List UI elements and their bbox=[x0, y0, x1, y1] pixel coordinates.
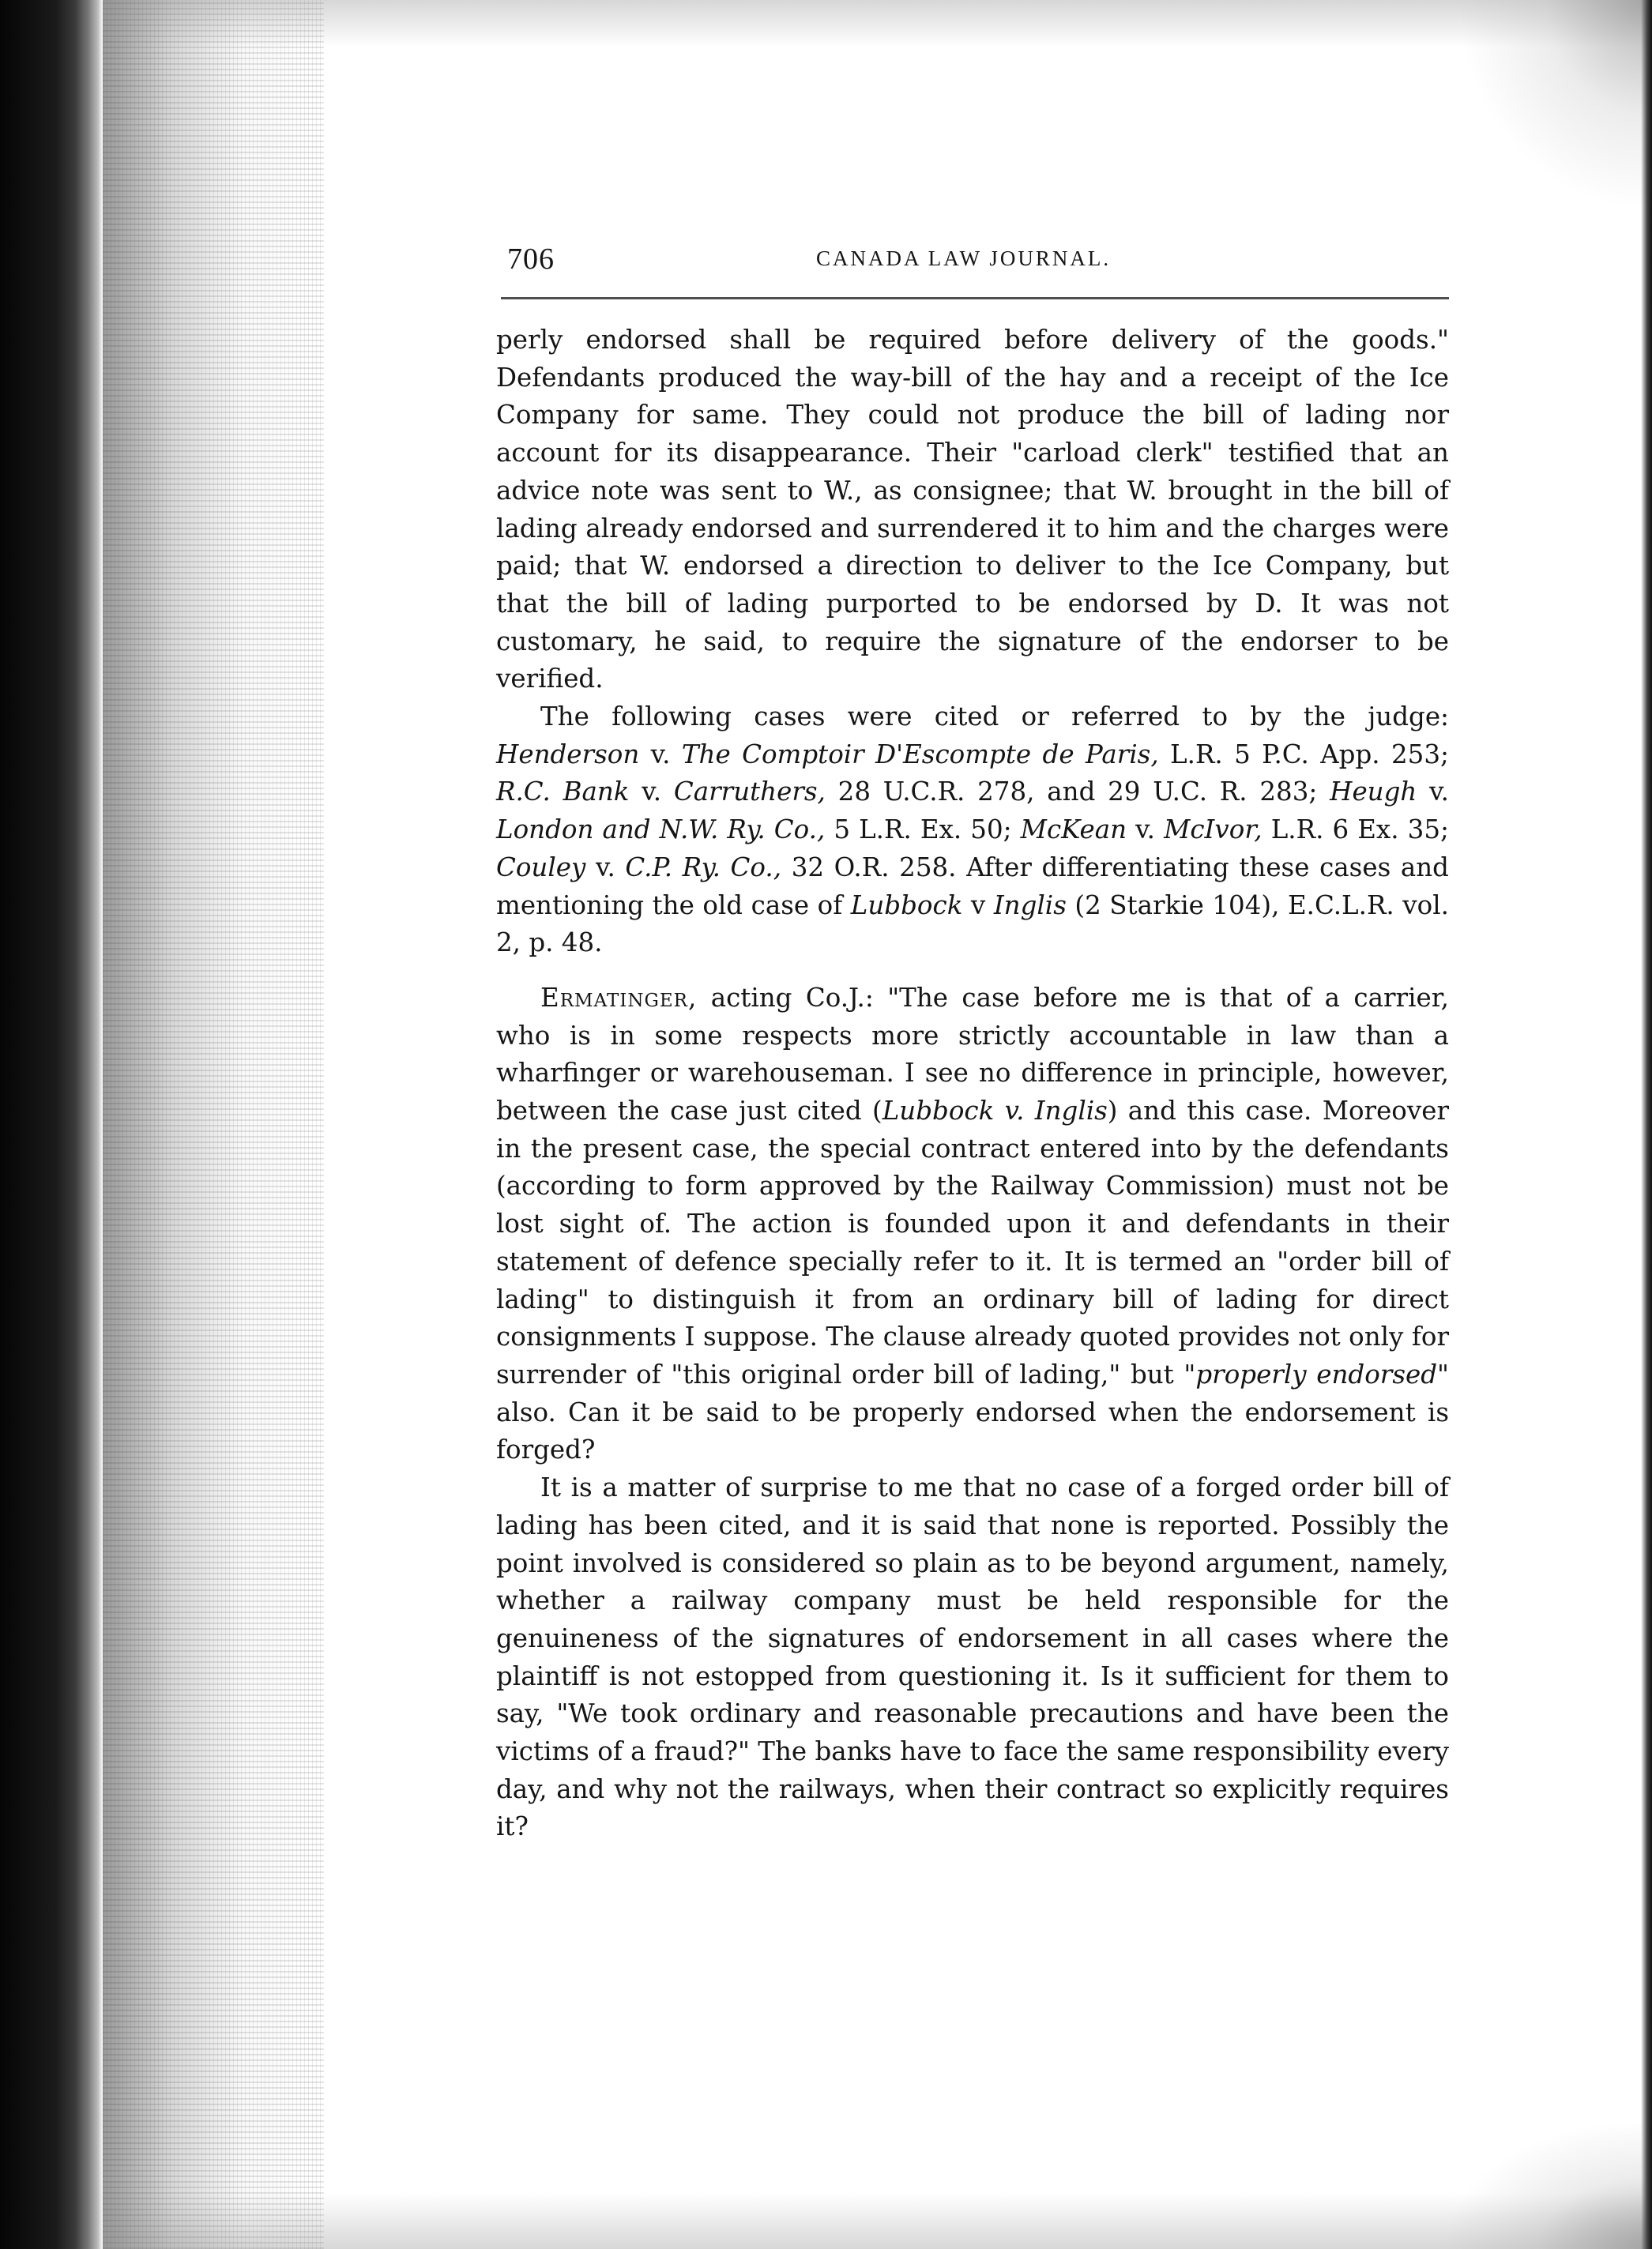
case-3-party-a: Heugh bbox=[1330, 777, 1417, 807]
judgment-italic-phrase: properly endorsed bbox=[1195, 1359, 1438, 1390]
case-4-citation: L.R. 6 Ex. 35; bbox=[1270, 814, 1449, 845]
page-number: 706 bbox=[507, 243, 555, 276]
book-gutter-shadow bbox=[0, 0, 103, 2249]
case-6-versus: v bbox=[970, 889, 986, 920]
case-4-party-b: McIvor, bbox=[1164, 814, 1263, 845]
case-4-versus: v. bbox=[1135, 814, 1156, 845]
paragraph-1: perly endorsed shall be required before delivery of the goods." Defendants produced the way-bill of the hay and a receipt of the Ice Company for same. They could not produce the bill of lading nor account for its disappearance. Their "carload clerk" testified that an advice note was sent to W., as consignee; that W. brought in the bill of lading already endorsed and surrendered it to him and the charges were paid; that W. endorsed a direction to deliver to the Ice Company, but that the bill of lading purported to be endorsed by D. It was not customary, he said, to require the signature of the endorser to be verified. bbox=[496, 325, 1449, 694]
paragraph-2 bbox=[496, 698, 1449, 962]
paragraph-4: It is a matter of surprise to me that no case of a forged order bill of lading has been cited, and it is said that none is reported. Possibly the point involved is considered so plain as to be beyond argument, namely, whether a railway company must be held responsible for the genuineness of the signatures of endorsement in all cases where the plaintiff is not estopped from questioning it. Is it sufficient for them to say, "We took ordinary and reasonable precautions and have been the victims of a fraud?" The banks have to face the same responsibility every day, and why not the railways, when their contract so explicitly requires it? bbox=[496, 1472, 1449, 1842]
case-6-party-a: Lubbock bbox=[850, 889, 963, 920]
case-4-party-a: McKean bbox=[1020, 814, 1127, 845]
body-text bbox=[496, 322, 1449, 1846]
judge-name: Ermatinger, bbox=[540, 982, 698, 1013]
case-5-party-a: Couley bbox=[496, 852, 586, 882]
judgment-text-3: " also. Can it be said to be properly endorsed when the endorsement is forged? bbox=[496, 1359, 1449, 1465]
case-5-versus: v. bbox=[595, 852, 615, 882]
case-2-party-a: R.C. Bank bbox=[496, 777, 630, 807]
cases-lead: The following cases were cited or referred to by the judge: bbox=[540, 701, 1449, 732]
case-2-versus: v. bbox=[642, 777, 662, 807]
case-3-citation: 5 L.R. Ex. 50; bbox=[834, 814, 1012, 845]
case-3-versus: v. bbox=[1429, 777, 1449, 807]
case-1-party-a: Henderson bbox=[496, 739, 640, 769]
top-right-corner-shade bbox=[1462, 0, 1652, 205]
judgment-text-2: ) and this case. Moreover in the present case, the special contract entered into by the defendants (according to form approved by the Railway Commission) must not be lost sight of. The action is founded upon it and defendants in their statement of defence specially refer to it. It is termed an "order bill of lading" to distinguish it from an ordinary bill of lading for direct consignments I suppose. The clause already quoted provides not only for surrender of "this original order bill of lading," but " bbox=[496, 1096, 1450, 1390]
running-head bbox=[496, 242, 1449, 286]
case-1-citation: L.R. 5 P.C. App. 253; bbox=[1170, 739, 1449, 769]
top-edge-shade bbox=[103, 0, 1652, 47]
header-rule bbox=[501, 297, 1449, 299]
case-1-party-b: The Comptoir D'Escompte de Paris, bbox=[681, 739, 1159, 769]
judgment-italic-case: Lubbock v. Inglis bbox=[882, 1096, 1108, 1126]
case-1-versus: v. bbox=[650, 739, 671, 769]
case-6-party-b: Inglis bbox=[993, 889, 1067, 920]
paragraph-3 bbox=[496, 980, 1449, 1469]
case-6-citation: (2 Starkie 104), E.C.L.R. vol. 2, p. 48. bbox=[496, 889, 1449, 958]
case-2-party-b: Carruthers, bbox=[673, 777, 826, 807]
cases-differentiation: After differentiating these cases and mentioning the old case of bbox=[496, 852, 1449, 920]
right-page-edge bbox=[1641, 0, 1652, 2249]
gutter-speckle bbox=[103, 0, 324, 2249]
case-3-party-b: London and N.W. Ry. Co., bbox=[496, 814, 826, 845]
case-5-party-b: C.P. Ry. Co., bbox=[625, 852, 782, 882]
judgment-text-1: acting Co.J.: "The case before me is that of a carrier, who is in some respects more strictly accountable in law than a wharfinger or warehouseman. I see no difference in principle, however, between the case just cited ( bbox=[496, 982, 1449, 1126]
case-5-citation: 32 O.R. 258. bbox=[791, 852, 957, 882]
bottom-edge-shade bbox=[103, 2194, 1652, 2249]
journal-title: CANADA LAW JOURNAL. bbox=[816, 246, 1112, 270]
case-2-citation: 28 U.C.R. 278, and 29 U.C. R. 283; bbox=[837, 777, 1318, 807]
text-column bbox=[496, 242, 1449, 1846]
